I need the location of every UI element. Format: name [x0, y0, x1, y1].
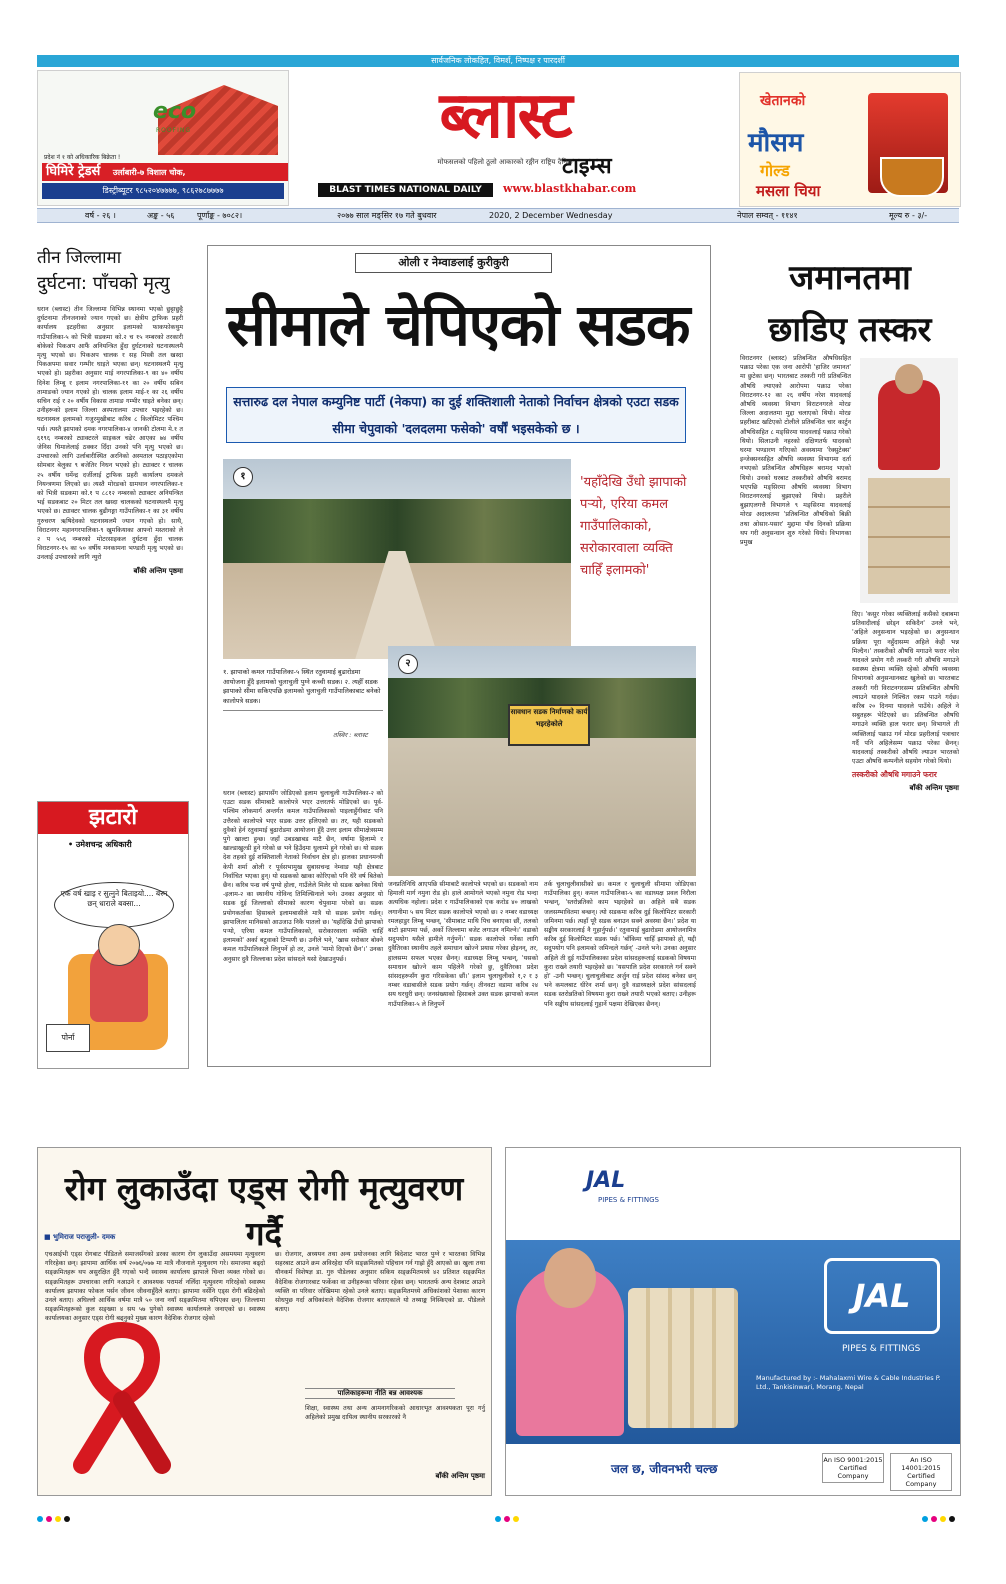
jal-manufacturer: Manufactured by :- Mahalaxmi Wire & Cable Industries P. Ltd., Tankisinwari, Morang, Nepal — [756, 1374, 941, 1391]
jhataro-speech-bubble: एक वर्ष खाइ र सुत्नुने बिताइयो.... बस्न छन् धाराले बक्सा... — [54, 882, 174, 928]
feature-column-1: धरान (ब्लास्ट) झापासँग जोडिएको इलाम चुलाचुली गाउँपालिका-२ को एउटा सडक सीमाबाटै कालोपत्रे भएर उत्तरतर्फ मोडिएको छ। पूर्व-पश्चिम लोकमार्ग अन्तर्गत कमल गाउँपालिकाको पाइलाहुँगीबाट पनि उत्तैरको कालोपत्रे भएर सडक उत्तर हलिएको छ। तर, यही सडकको दुवैको हेर्न रतुवामाई बुढारोडमा आयोजना हुँदै उत्तर इलाम सीमाक्षेत्रसम्म पुगे खाल्टा हुन्छ। जहाँ उबडखाबड माटै छैन, वर्षामा हिलाम्मे र खाल्डाखुल्डी हुने गरेको छ भने हिउँदमा धुलाम्मे हुने गरेको छ। यो सडक देश तहको दुई शक्तिशाली नेताको निर्वाचन क्षेत्र हो। हालका प्रधानमन्त्री केपी शर्मा ओली र पूर्वसभामुख सुबासचन्द्र नेम्वाङ यही क्षेत्रबाट निर्वाचित भएका हुन्। यो सडकको खाका कोरिएको पनि धेरै वर्ष बितेको छैन। करिब पन्ध्र वर्ष पुग्यो होला, गाउँलेले मिलेर यो सडक खनेका थियो -इलाम-२ का स्थानीय गोविन्द तिमिल्सिनाले भने। उनका अनुसार यो सडक दुई जिल्लाको सीमाको कारण चेपुवामा परेको छ। सडक प्रयोगकर्ताका हिसाबले इलामबासीले मात्रै यो सडक प्रयोग गर्छन्। झापालितर मानिसको आउजाउ निकै पातलो छ। 'यहाँदेखि उँधो झापाको पऱ्यो, एरिया कमल गाउँपालिकाको, सरोकारवाला व्यक्ति चाहिँ इलामको' अर्का बटुवाको टिप्पणी छ। उनीले भने, 'खास सरोकार बोक्ने कमल गाउँपालिकाले लिनुपर्ने हो तर, उनले 'मामो दिएको छैन'।' उनका अनुसार दुवै जिल्लाका प्रदेश सांसदले यसो देखाउनुपर्छ। — [223, 790, 383, 963]
jhataro-cartoon — [37, 801, 189, 1069]
ad-tea-line1: खेतानको — [760, 93, 806, 109]
masthead — [300, 70, 710, 205]
jhataro-author: • उमेशचन्द्र अधिकारी — [68, 840, 132, 849]
masthead-url[interactable]: www.blastkhabar.com — [503, 182, 637, 195]
iso-9001-badge: An ISO 9001:2015 Certified Company — [822, 1453, 884, 1483]
feature-headline: सीमाले चेपिएको सडक — [226, 291, 690, 359]
aids-column-2: छ। रोजगार, अध्ययन तथा अन्य प्रयोजनका लागि बिदेशाट भारत पुग्ने र भारतका विभिन्न सहरबाट आउने क्रम अविरहेदा पनि सङ्क्रमितको पहिचान गर्न गाह्रो हुँदै आएको छ। खुला तथा यौनकर्म विशेषज्ञ डा. गुरु पौडेलका अनुसार सकिय सङ्क्रमितमध्ये ४२ प्रतिशत सङ्क्रमित वैदेशिक रोजगारबाट फर्केका वा उनीहरूका परिवार रहेका छन्। भारततर्फ अन्य देशबाट आउने व्यक्ति वा परिवार जोखिममा रहेको उनले बताए। सङ्क्रमितमध्ये अधिकांशको पेशाका कारण सोधपुछ गर्दा अधिकांशले वैदेशिक रोजगार बताएकाले यो तथ्याङ्क निस्किएको डा. पौडेलले बताए। — [275, 1251, 485, 1314]
red-ribbon-icon — [62, 1320, 182, 1470]
ad-tea-line2: मौसम — [748, 128, 804, 158]
ad-brand — [42, 163, 288, 181]
photo-1-number: १ — [233, 467, 253, 487]
feature-column-3: तर्क चुलाचुलीवासीको छ। कमल र चुलाचुली सीमामा जोडिएका गाउँपालिका हुन्। कमल गाउँपालिका-५ का वडाध्यक्ष प्रवल निरौला भन्छन्, 'स्तरोन्नतिको काम भइरहेको छ। अहिले सबै सडक जलसम्भावितमा बन्छन्। त्यो सडकमा करिब दुई किलोमिटर सरकारी जमिनमा पर्छ। त्यहाँ पूरै सडक बनाउन सक्ने अवस्था छैन।' प्रदेश या सङ्घीय सरकारलाई नै गुहार्नुपर्छ।' रतुवामाई बुढारोडमा आयोजनामित्र करिब दुई किलोमिटर सडक पर्छ। 'बाँकिमा चाहिँ झापाको हो, यद्दी सदुपयोग पनि इलामको जमिन्दले गर्छन्' -उनले भने। उनका अनुसार अहिले ती दुई गाउँपालिकाका प्रदेश सांसदहरूलाई सडकको विषयमा कुरा राख्ने तयारी भइरहेको छ। 'यसपालि प्रदेश सरकारले गर्न सक्ने हो' -उनी भन्छन्। चुलाचुलीबाट अर्जुन राई प्रदेश सांसद बनेका छन् भने कमलबाट धीरेन शर्मा छन्। दुवै वडाध्यक्षले प्रदेश सांसदलाई सडक स्तरोन्नतिको विषयमा कुरा राख्ने तयारी भएको बताए। उनीहरू पनि सङ्घीय सांसदलाई गुहार्ने पक्षमा देखिएका छैनन्। — [544, 881, 696, 1008]
info-issue: अङ्क - ५६ — [147, 211, 175, 220]
jal-big-logo-sub: PIPES & FITTINGS — [842, 1344, 921, 1354]
cartoon-face — [98, 924, 140, 966]
info-date-en: 2020, 2 December Wednesday — [489, 211, 613, 220]
right-story-subhead: तस्करीको औषधि मगाउने फरार — [852, 770, 937, 780]
left-story — [37, 245, 183, 576]
ad-note: प्रदेश नं १ को अधिकारिक बिक्रेता ! — [44, 154, 121, 161]
aids-continued[interactable]: बाँकी अन्तिम पृष्ठमा — [435, 1472, 485, 1480]
jal-logo-sub: PIPES & FITTINGS — [598, 1196, 659, 1204]
feature-kicker: ओली र नेम्वाङलाई कुरीकुरी — [355, 253, 552, 273]
right-story-continued[interactable]: बाँकी अन्तिम पृष्ठमा — [909, 784, 959, 793]
eco-logo: eco — [153, 99, 197, 124]
aids-column-3: शिक्षा, स्वास्थ्य तथा अन्य आमनागरिकको आधारभूत आवश्यकता पूरा गर्नु अहिलेको प्रमुख दायित्व स्थानीय सरकारको नै — [305, 1405, 485, 1422]
jhataro-title: झटारो — [38, 802, 188, 834]
right-story-column-2-wrap — [852, 610, 959, 793]
jal-big-logo: JAL — [824, 1258, 940, 1334]
left-story-continued[interactable]: बाँकी अन्तिम पृष्ठमा — [133, 566, 183, 575]
aids-column-1: एचआईभी एड्स रोगबाट पीडितले समाजसँगको डरका कारण रोग लुकाउँदा असमयमा मृत्युवरण गरिरहेका छन्। झापामा आर्थिक वर्ष २०७६/०७७ मा मात्रै नौजनाले मृत्युवरण गरे। समाजमा बढ्दो सङ्क्रमितहरू थप असुरक्षित हुँदै गएको भन्दै स्वास्थ्य कार्यालय झापाले चिन्ता व्यक्त गरेको छ। सङ्क्रमितहरू उपचारका लागि नआउने र आवश्यक परामर्श नलिँदा मृत्युवरण गरिरहेको स्वास्थ्य कार्यालय झापाका फोकल पर्सन जीवन जीवनाहुँदैले बताए। झापामा वर्सेनि एड्स रोगी बढिरहेको उनले बताए। अघिल्लो आर्थिक वर्षमा मात्रै ५० जना नयाँ सङ्क्रमितमा थपिएका छन्। जिल्लामा सङ्क्रमितहरूको कुल सङ्ख्या ४ सय ५७ पुगेको स्वास्थ्य कार्यालयले जनाएको छ। स्वास्थ्य कार्यालयका अनुसार एड्स रोगी बढ्नुको मुख्य कारण वैदेशिक रोजगार रहेको — [45, 1251, 265, 1323]
info-year: वर्ष - २६ । — [85, 211, 116, 220]
right-story-column-1: विराटनगर (ब्लास्ट) प्रतिबन्धित औषधिसहित पक्राउ परेका एक जना आरोपी 'हाजिर जमानत' मा छुटेका छन्। भारतबाट तस्करी गरी प्रतिबन्धित औषधि ल्याएको आरोपमा पक्राउ परेका विराटनगर-१२ का २६ वर्षीय नरेश यादवलाई औषधि व्यवस्था विभाग विराटनगरले मोरङ जिल्ला अदालतमा मुद्दा चलाएको थियो। मोरङ प्रहरीबाट खटिएको टोलीले प्रतिबन्धित चार कार्टुन औषधिसहित ८ मङ्सिरमा यादवलाई पक्राउ गरेको थियो। सिलाउनी नहरको दक्षिणतर्फ यादवको घरमा भण्डारण गरिएको अवस्थामा 'रेक्सुटेक्स' इन्जेक्सनसहित औषधि व्यवस्था विभागमा दर्ता नभएको प्रतिबन्धित औषधिहरू बरामद भएको थियो। उनको घरबाट तस्करीको औषधि बरामद भएपछि मङ्सिरमा औषधि व्यवस्था विभाग विराटनगरलाई बुझाएको थियो। प्रहरीले बुझाएलगत्तै विभागले ९ मङ्सिरमा यादवलाई मोरङ अदालतमा 'प्रतिबन्धित औषधिको बिक्री तथा ओसार-पसार' मुद्दामा पाँच दिनको प्रक्रिया थप गरी अनुसन्धान शुरु गरेको थियो। विभागका प्रमुख — [740, 355, 851, 547]
aids-headline: रोग लुकाउँदा एड्स रोगी मृत्युवरण गर्दै — [64, 1169, 464, 1253]
tea-cup-graphic — [880, 157, 944, 197]
ad-ghimire-traders[interactable] — [37, 70, 289, 206]
masthead-times: टाइम्स — [562, 154, 612, 179]
right-story-column-2: दिए। 'कसुर गरेका व्यक्तिलाई कसैको दबाबमा प्रतिवादीलाई छोड्न सकिदैन' उनले भने, 'अहिले अनुसन्धान भइरहेको छ। अनुसन्धान प्रक्रिया पूरा नहुँदासम्म अहिले केही भन्न मिल्दैन।' तस्करीको औषधि मगाउने फरार नरेश यादवले प्रयोग गरी तस्करी गरी औषधि मगाउने स्वास्थ्य क्षेत्रमा व्यक्ति रहेको औषधि व्यवस्था विभागको अनुसन्धानबाट खुलेको छ। भारतबाट तस्करी गरी विराटनगरसम्म प्रतिबन्धित औषधि ल्याउने यादवले निश्चित रकम पाउने गर्दछ। करिब २० दिनमा यादवले पाउँथे। अहिले ने सबुतहरू भेटिएको छ। प्रतिबन्धित औषधि मगाउने व्यक्ति हाल फरार छन्। विभागले ती व्यक्तिलाई पक्राउ गर्न मोरङ प्रहरीलाई पत्राचार गर्दै पनि अहिलेसम्म पक्राउ परेका छैनन्। यादवलाई तस्करीको औषधि ल्याउन भारतको एउटा औषधि कम्पनीले सहयोग गरेको थियो। — [852, 611, 959, 766]
right-story-headline-1: जमानतमा — [789, 258, 911, 298]
feature-pullquote: 'यहाँदेखि उँधो झापाको पऱ्यो, एरिया कमल गाउँपालिकाको, सरोकारवाला व्यक्ति चाहिँ इलामको' — [580, 475, 687, 578]
right-story-headline-2: छाडिए तस्कर — [768, 310, 932, 350]
jhataro-sign: पोर्ना — [46, 1024, 90, 1052]
info-samvat: नेपाल सम्वत् - ११४१ — [737, 211, 798, 220]
aids-author: ■ भुमिराज पराजुली- दमक — [44, 1233, 116, 1241]
ad-jal-pipes[interactable] — [505, 1147, 961, 1496]
masthead-english-name: BLAST TIMES NATIONAL DAILY — [318, 183, 493, 197]
iso-14001-badge: An ISO 14001:2015 Certified Company — [890, 1453, 952, 1491]
left-story-headline-1: तीन जिल्लामा — [37, 248, 122, 268]
left-story-body: धरान (ब्लास्ट) तीन जिल्लामा विभिन्न स्थानमा भएको छुट्टाछुट्टै दुर्घटनामा तीनजनाको ज्यान गएको छ। क्षेत्रीय ट्राफिक प्रहरी कार्यालय इटहरीका अनुसार इलामको फाकफोकथुम गाउँपालिका-५ को भित्री सडकमा को.२ च १५ नम्बरको तरकारी बोकेको पिकअप आफैं अनियन्त्रित हुँदा दुर्घटनाको घटनास्थलमै मृत्यु भएको छ। पिकअप चालक र सह मिस्त्री तल खस्दा पिकअपमा सवार गम्भीर घाइते भएका छन्। घटनास्थलमै मृत्यु भएको हो। प्रहरीका अनुसार माई नगरपालिका-९ का ४० वर्षीय दिनेश लिम्बू र इलाम नगरपालिका-११ का २० वर्षीय सबिन तामाङको ज्यान गएको हो। चालक इलाम माई-१ का २६ वर्षीय सचिन राई र २० वर्षीय विकास तामाङ गम्भीर घाइते बनेका छन्। उनीहरूको इलाम जिल्ला अस्पतालमा उपचार भइरहेको छ। घटनास्थल इलामको गजुरमुखीबाट करिब ८ किलोमिटर पश्चिम पर्छ। त्यस्तै झापाको दमक नगरपालिका-४ जानकी टोलमा मे.१ त ६१९६ नम्बरको ट्याक्टरले साइकल चढेर आएका ७४ वर्षीय जेनिस घिमालेलाई ठक्कर दिँदा उनको पनि मृत्यु भएको छ। उपचारको लागि उर्लाबारीस्थित अरनिको अस्पताल पठाइएकोमा सोमबार बेलुका ९ बजेतिर निधन भएको हो। ट्याक्टर र चालक २५ वर्षीय धर्मेन्द्र दर्जीलाई ट्राफिक प्रहरी कार्यालय दमकले नियन्त्रणमा लिएको छ। त्यस्तै मोरङको ग्रामथान नगरपालिका-१ को भित्री सडकमा को.१ प ८८१२ नम्बरको ट्याक्टर अनियन्त्रित भई सडकबाट २० मिटर तल खस्दा चालकको घटनास्थलमै मृत्यु भएको छ। ट्याक्टर चालक बुढीगङ्गा गाउँपालिका-१ का ३१ वर्षीय गुरुचरण ऋषिदेवको घटनास्थलमै ज्यान गएको हो। साथै, विराटनगर महानगरपालिका-९ खुमकियाका आफ्नो मस्तराको ले २ प ५५६ नम्बरको मोटरसाइकल दुर्घटना हुँदा चालक विराटनगर-१५ का ५० वर्षीय मनकामना भण्डारी मृत्यु भएको छ। उनलाई उपचारको लागि न्युरो — [37, 306, 183, 562]
feature-caption-credit: तस्विर : ब्लास्ट — [333, 731, 368, 739]
issue-info-bar — [37, 208, 959, 223]
feature-photo-2 — [388, 646, 696, 876]
info-date-np: २०७७ साल मङ्सिर १७ गते बुधवार — [337, 211, 437, 220]
feature-column-2: जनप्रतिनिधि आएपछि सीमाबाटै कालोपत्रे भएको छ। सडकको नाम हिमाली मार्ग नमुना रोड हो। हाले आमोगले भएको नमुना रोड भन्दा अत्यधिक नहोला। प्रदेश र गाउँपालिकाको एक करोड ४० लाखको लगानीमा ५ सय मिटर सडक कालोपत्रे भएको छ। २ नम्बर वडाध्यक्ष रमलहाडुर लिम्बू भन्छन्, 'सीमाबाट माथि पिच बनाएका छौं, तलको बाटो झापामा पर्छ, अर्को जिल्लामा बजेट लगाउन नमिल्ने।' वडाको सदुपयोग यसैले हामीले गर्नुपर्ने।' सडक कालोपत्रे गर्नेका लागि दुवैतिरका स्थानीय तहले समाधान खोज्ने प्रयास गरेका होइनन्, तर, हालसम्म सफल भएका छैनन्। वडाध्यक्ष लिम्बू भन्छन्, 'यसको समाधान खोज्ने काम पहिलेनै गरेको छु, दुवैतिरका प्रदेश सांसदहरूसँग कुरा गरिसकेका छौं।' इलाम चुलाचुलीको १,२ र ३ नम्बर वडाबासीले सडक प्रयोग गर्छन्। तीनवटा वडामा करिब २४ सय घरधुरी छन्। जनसंख्याको हिसाबले उक्त सडक झापाको कमल गाउँपालिका-५ ले लिनुपर्ने — [388, 881, 538, 1008]
feature-photo-1 — [223, 459, 571, 659]
jal-logo: JAL — [586, 1168, 626, 1193]
masthead-tagline: सार्वजनिक लोकहित, विमर्श, निष्पक्ष र पारदर्शी — [431, 56, 565, 65]
ad-tea-line4: मसला चिया — [756, 182, 821, 200]
feature-deck: सत्तारुढ दल नेपाल कम्युनिष्ट पार्टी (नेकपा) का दुई शक्तिशाली नेताको निर्वाचन क्षेत्रको एउटा सडक सीमा चेपुवाको 'दलदलमा फसेको' वर्षौं भइसकेको छ । — [226, 387, 686, 443]
feature-caption: १. झापाको कमल गाउँपालिका-५ स्थित रतुवामाई बुढारोडमा आयोजना हुँदै इलामको चुलाचुली पुग्ने कच्ची सडक। २. त्यहीँ सडक झापाको सीमा सकिएपछि इलामको चुलाचुली गाउँपालिकाबाट बनेको कालोपत्रे सडक। — [223, 668, 383, 711]
info-price: मूल्य रु - ३/- — [889, 211, 928, 220]
eco-sub: ROOFING — [156, 127, 191, 134]
road-sign: सावधान सडक निर्माणको कार्य भइरहेकोले — [508, 704, 590, 746]
ad-brand-name: घिमिरे ट्रेडर्स — [46, 164, 101, 179]
left-story-headline-2: दुर्घटना: पाँचको मृत्यु — [37, 273, 170, 294]
photo-2-number: २ — [398, 654, 418, 674]
pipes-graphic — [628, 1288, 738, 1428]
ad-phones: डिस्ट्रीब्यूटर ९८५२०४७७७७, ९८६२७८७७७७ — [42, 183, 284, 199]
jal-tagline: जल छ, जीवनभरी चल्छ — [611, 1462, 718, 1476]
ad-tea-line3: गोल्ड — [760, 161, 790, 180]
masthead-title: ब्लास्ट — [439, 79, 571, 153]
right-story-photo — [860, 358, 958, 603]
ad-mausam-tea[interactable] — [739, 72, 961, 207]
aids-subhead: पालिकाहरूमा नीति बन्न आवश्यक — [305, 1388, 455, 1399]
print-registration-bar — [37, 1516, 959, 1524]
info-page-no: पूर्णाङ्क - ७०८२। — [197, 211, 243, 220]
right-story-headline — [740, 252, 960, 356]
ad-brand-address: उर्लाबारी-७ विशाल चोक, — [112, 168, 186, 177]
ad-model-face — [544, 1248, 596, 1308]
masthead-subtitle: मोफसलको पहिलो ठूलो आकारको रङ्गीन राष्ट्रिय दैनिक — [437, 158, 573, 166]
